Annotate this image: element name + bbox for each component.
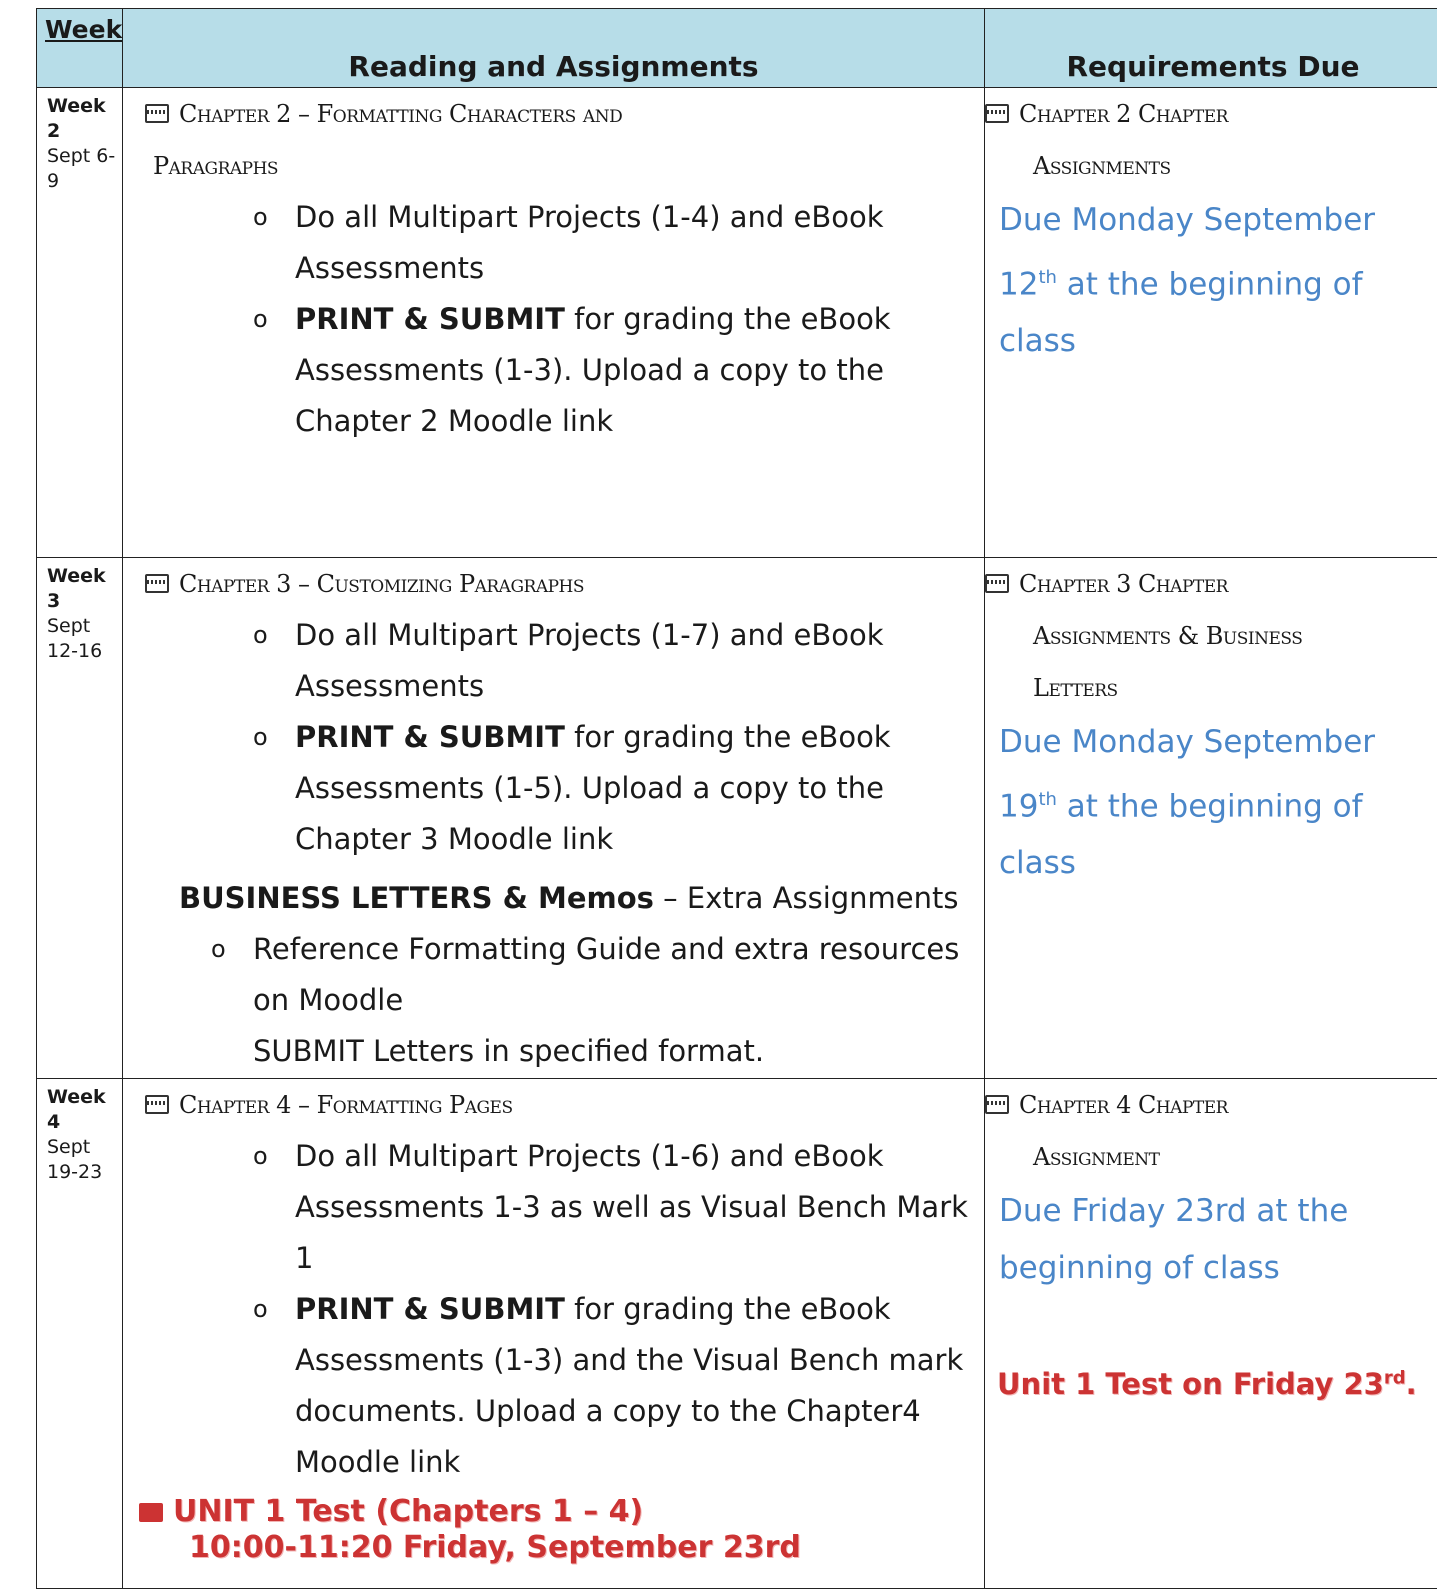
assignment-list [123, 1131, 984, 1488]
list-item: o Do all Multipart Projects (1-6) and eBook Assessments 1-3 as well as Visual Bench Mark 1 [253, 1131, 984, 1284]
keyboard-icon [985, 104, 1009, 123]
reading-cell [123, 558, 985, 1079]
requirements-cell [985, 558, 1437, 1079]
requirement-title: Chapter 4 Chapter Assignment [985, 1079, 1437, 1183]
keyboard-icon [985, 574, 1009, 593]
requirement-title: Chapter 2 Chapter Assignments [985, 88, 1437, 192]
list-item: o Do all Multipart Projects (1-7) and eBook Assessments [253, 610, 984, 712]
week-2-row [37, 88, 1437, 558]
keyboard-icon [139, 1503, 163, 1522]
week-label: Week 4 [47, 1085, 122, 1135]
header-requirements: Requirements Due [985, 9, 1437, 88]
week-label: Week 2 [47, 94, 122, 144]
extra-list [123, 924, 984, 1026]
list-item: o PRINT & SUBMIT for grading the eBook Assessments (1-3). Upload a copy to the Chapter 2 Moodle link [253, 294, 984, 447]
chapter-title: Chapter 3 – Customizing Paragraphs [123, 558, 984, 610]
keyboard-icon [145, 104, 169, 123]
keyboard-icon [145, 1095, 169, 1114]
list-item: o PRINT & SUBMIT for grading the eBook Assessments (1-5). Upload a copy to the Chapter 3 Moodle link [253, 712, 984, 865]
week-dates: Sept 12-16 [47, 615, 102, 662]
week-dates: Sept 19-23 [47, 1136, 102, 1183]
week-dates: Sept 6-9 [47, 145, 115, 192]
keyboard-icon [145, 574, 169, 593]
header-reading: Reading and Assignments [123, 9, 985, 88]
unit-test-due: Unit 1 Test on Friday 23rd. [985, 1367, 1437, 1401]
extra-assignments: BUSINESS LETTERS & Memos – Extra Assignments [123, 873, 984, 924]
keyboard-icon [985, 1095, 1009, 1114]
due-date: Due Monday September 12th at the beginning of class [985, 192, 1437, 370]
week-4-row [37, 1079, 1437, 1589]
assignment-list [123, 192, 984, 447]
list-item: o Do all Multipart Projects (1-4) and eBook Assessments [253, 192, 984, 294]
unit-test-note: UNIT 1 Test (Chapters 1 – 4) 10:00-11:20 Friday, September 23rd [123, 1494, 984, 1566]
extra-note: SUBMIT Letters in specified format. [123, 1026, 984, 1077]
due-date: Due Monday September 19th at the beginning of class [985, 714, 1437, 892]
week-cell [37, 88, 123, 558]
assignment-list [123, 610, 984, 865]
requirement-title: Chapter 3 Chapter Assignments & Business Letters [985, 558, 1437, 714]
reading-cell [123, 88, 985, 558]
due-date: Due Friday 23rd at the beginning of class [985, 1183, 1437, 1297]
requirements-cell [985, 88, 1437, 558]
header-row [37, 9, 1437, 88]
list-item: o Reference Formatting Guide and extra resources on Moodle [211, 924, 984, 1026]
requirements-cell [985, 1079, 1437, 1589]
reading-cell [123, 1079, 985, 1589]
week-cell [37, 558, 123, 1079]
header-week: Week [37, 9, 123, 88]
list-item: o PRINT & SUBMIT for grading the eBook Assessments (1-3) and the Visual Bench mark documents. Upload a copy to the Chapter4 Moodle link [253, 1284, 984, 1488]
chapter-title: Chapter 4 – Formatting Pages [123, 1079, 984, 1131]
chapter-title: Chapter 2 – Formatting Characters and Paragraphs [123, 88, 984, 192]
week-label: Week 3 [47, 564, 122, 614]
week-cell [37, 1079, 123, 1589]
week-3-row [37, 558, 1437, 1079]
schedule-table [36, 8, 1437, 1589]
